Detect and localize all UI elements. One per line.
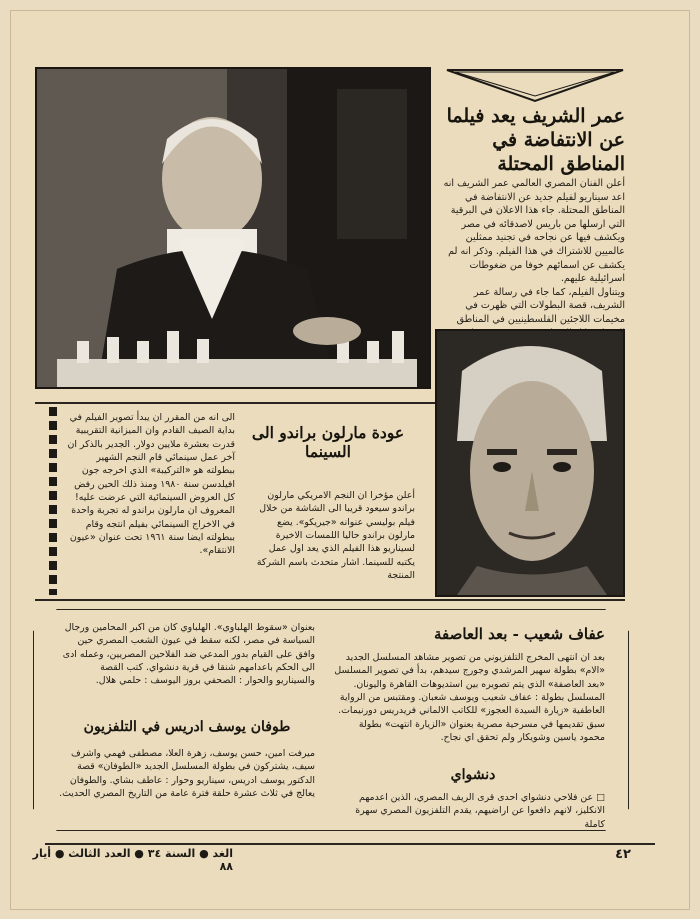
article5-body: بعنوان «سقوط الهلباوي». الهلباوي كان من اكبر المحامين ورجال السياسة في مصر، لكنه سقط في عيون الشعب المصري حين وافق على القيام بدور المدعي ضد الفلاحين المصريين، وعمله ادى الى الحكم باعدامهم شنقا في قرية دنشواي. كتب القصة والسيناريو والحوار : الصحفي بروز اليوسف : حلمي هلال. [62,622,315,687]
footer-rule [45,843,655,845]
article3-headline: عفاف شعيب - بعد العاصفة [433,625,605,643]
photo-omar-sharif [35,67,431,389]
article1-headline: عمر الشريف يعد فيلما عن الانتفاضة في المناطق المحتلة [446,105,625,175]
portrait-illustration-1 [37,69,429,387]
article1-paragraph-2: ويتناول الفيلم، كما جاء في رسالة عمر الشريف، قصة البطولات التي ظهرت في مخيمات اللاجئين الفلسطينيين في المناطق [456,286,625,326]
article6-headline: طوفان يوسف ادريس في التلفزيون [83,719,291,735]
magazine-page [10,10,690,910]
page-number: ٤٢ [615,847,631,862]
article6-body: ميرفت امين، حسن يوسف، زهرة العلا، مصطفى فهمي واشرف سيف، يشتركون في بطولة المسلسل الجديد «الطوفان» قصة الدكتور يوسف ادريس، سيناريو وحوار : عاطف بشاي. والطوفان يعالج في ثلاث عشرة حلقة فترة عامة من التاريخ المصري الحديث. [59,748,315,800]
article4-headline: دنشواي [450,767,496,783]
issue-info: الغد ● السنة ٣٤ ● العدد الثالث ● أيار ٨٨ [32,847,233,873]
article2-column-1: أعلن مؤخرا ان النجم الامريكي مارلون براندو سيعود قريبا الى الشاشة من خلال فيلم بوليسي عنوانه «جيريكو». يضع مارلون براندو حاليا اللمسات الاخيرة لسيناريو هذا الفيلم الذي يعد اول عمل يكتبه للسينما. اشار متحدث باسم الشركة المنتجة [256,490,415,582]
article2-bottom-rule [35,599,625,601]
article2-top-rule [35,402,435,404]
article2-headline: عودة مارلون براندو الى السينما [251,423,405,462]
article1-paragraph-1: أعلن الفنان المصري العالمي عمر الشريف انه اعد سيناريو لفيلم جديد عن الانتفاضة في المناطق المحتلة. جاء هذا الاعلان في البرقية التي ارسلها من باريس لاصدقائه في مصر ويكشف فيها عن نجاحه في تجنيد ممثلين عالميين للاشتراك في هذا الفيلم. وذكر انه لم يكشف عن اسمائهم خوفا من ضغوطات اسرائيلية عليهم. [443,178,625,285]
film-strip-border [49,407,57,595]
decorative-triangle [445,68,625,104]
article4-body: □ عن فلاحي دنشواي احدى قرى الريف المصري، الذين اعدمهم الانكليز، لانهم دافعوا عن اراضيهم، يقدم التلفزيون المصري سهرة كاملة [355,792,605,830]
photo-marlon-brando [435,329,625,597]
article2-column-2: الى انه من المقرر ان يبدأ تصوير الفيلم في بداية الصيف القادم وان الميزانية التقريبية قدرت بعشرة ملايين دولار. الجدير بالذكر ان آخر عمل سينمائي قام النجم الشهير ببطولته هو «التركيبة» الذي اخرجه جون افيلدسن سنة ١٩٨٠ ومنذ ذلك الحين رفض كل العروض السينمائية التي عرضت عليه! المعروف ان مارلون براندو له تجربة واحدة في الاخراج السينمائي بفيلم انتجه وقام ببطولته ايضا سنة ١٩٦١ تحت عنوان «عيون الانتقام». [67,412,235,557]
portrait-illustration-2 [437,331,623,595]
article3-body: بعد ان انتهى المخرج التلفزيوني من تصوير مشاهد المسلسل الجديد «الام» بطولة سهير المرشدي وجورج سيدهم، بدأ في تصوير المسلسل «بعد العاصفة» الذي يتم تصويره بين استديوهات القاهرة واليونان. المسلسل بطولة : عفاف شعيب ويوسف شعبان. ومقتبس من الرواية العاطفية «زيارة السيدة العجوز» للكاتب الالماني فريدريس دورنيمات. سبق تقديمها في مسرحية مصرية بعنوان «الزيارة انتهت» بطولة محمود ياسين وشويكار ولم تحقق اي نجاح. [334,652,605,744]
